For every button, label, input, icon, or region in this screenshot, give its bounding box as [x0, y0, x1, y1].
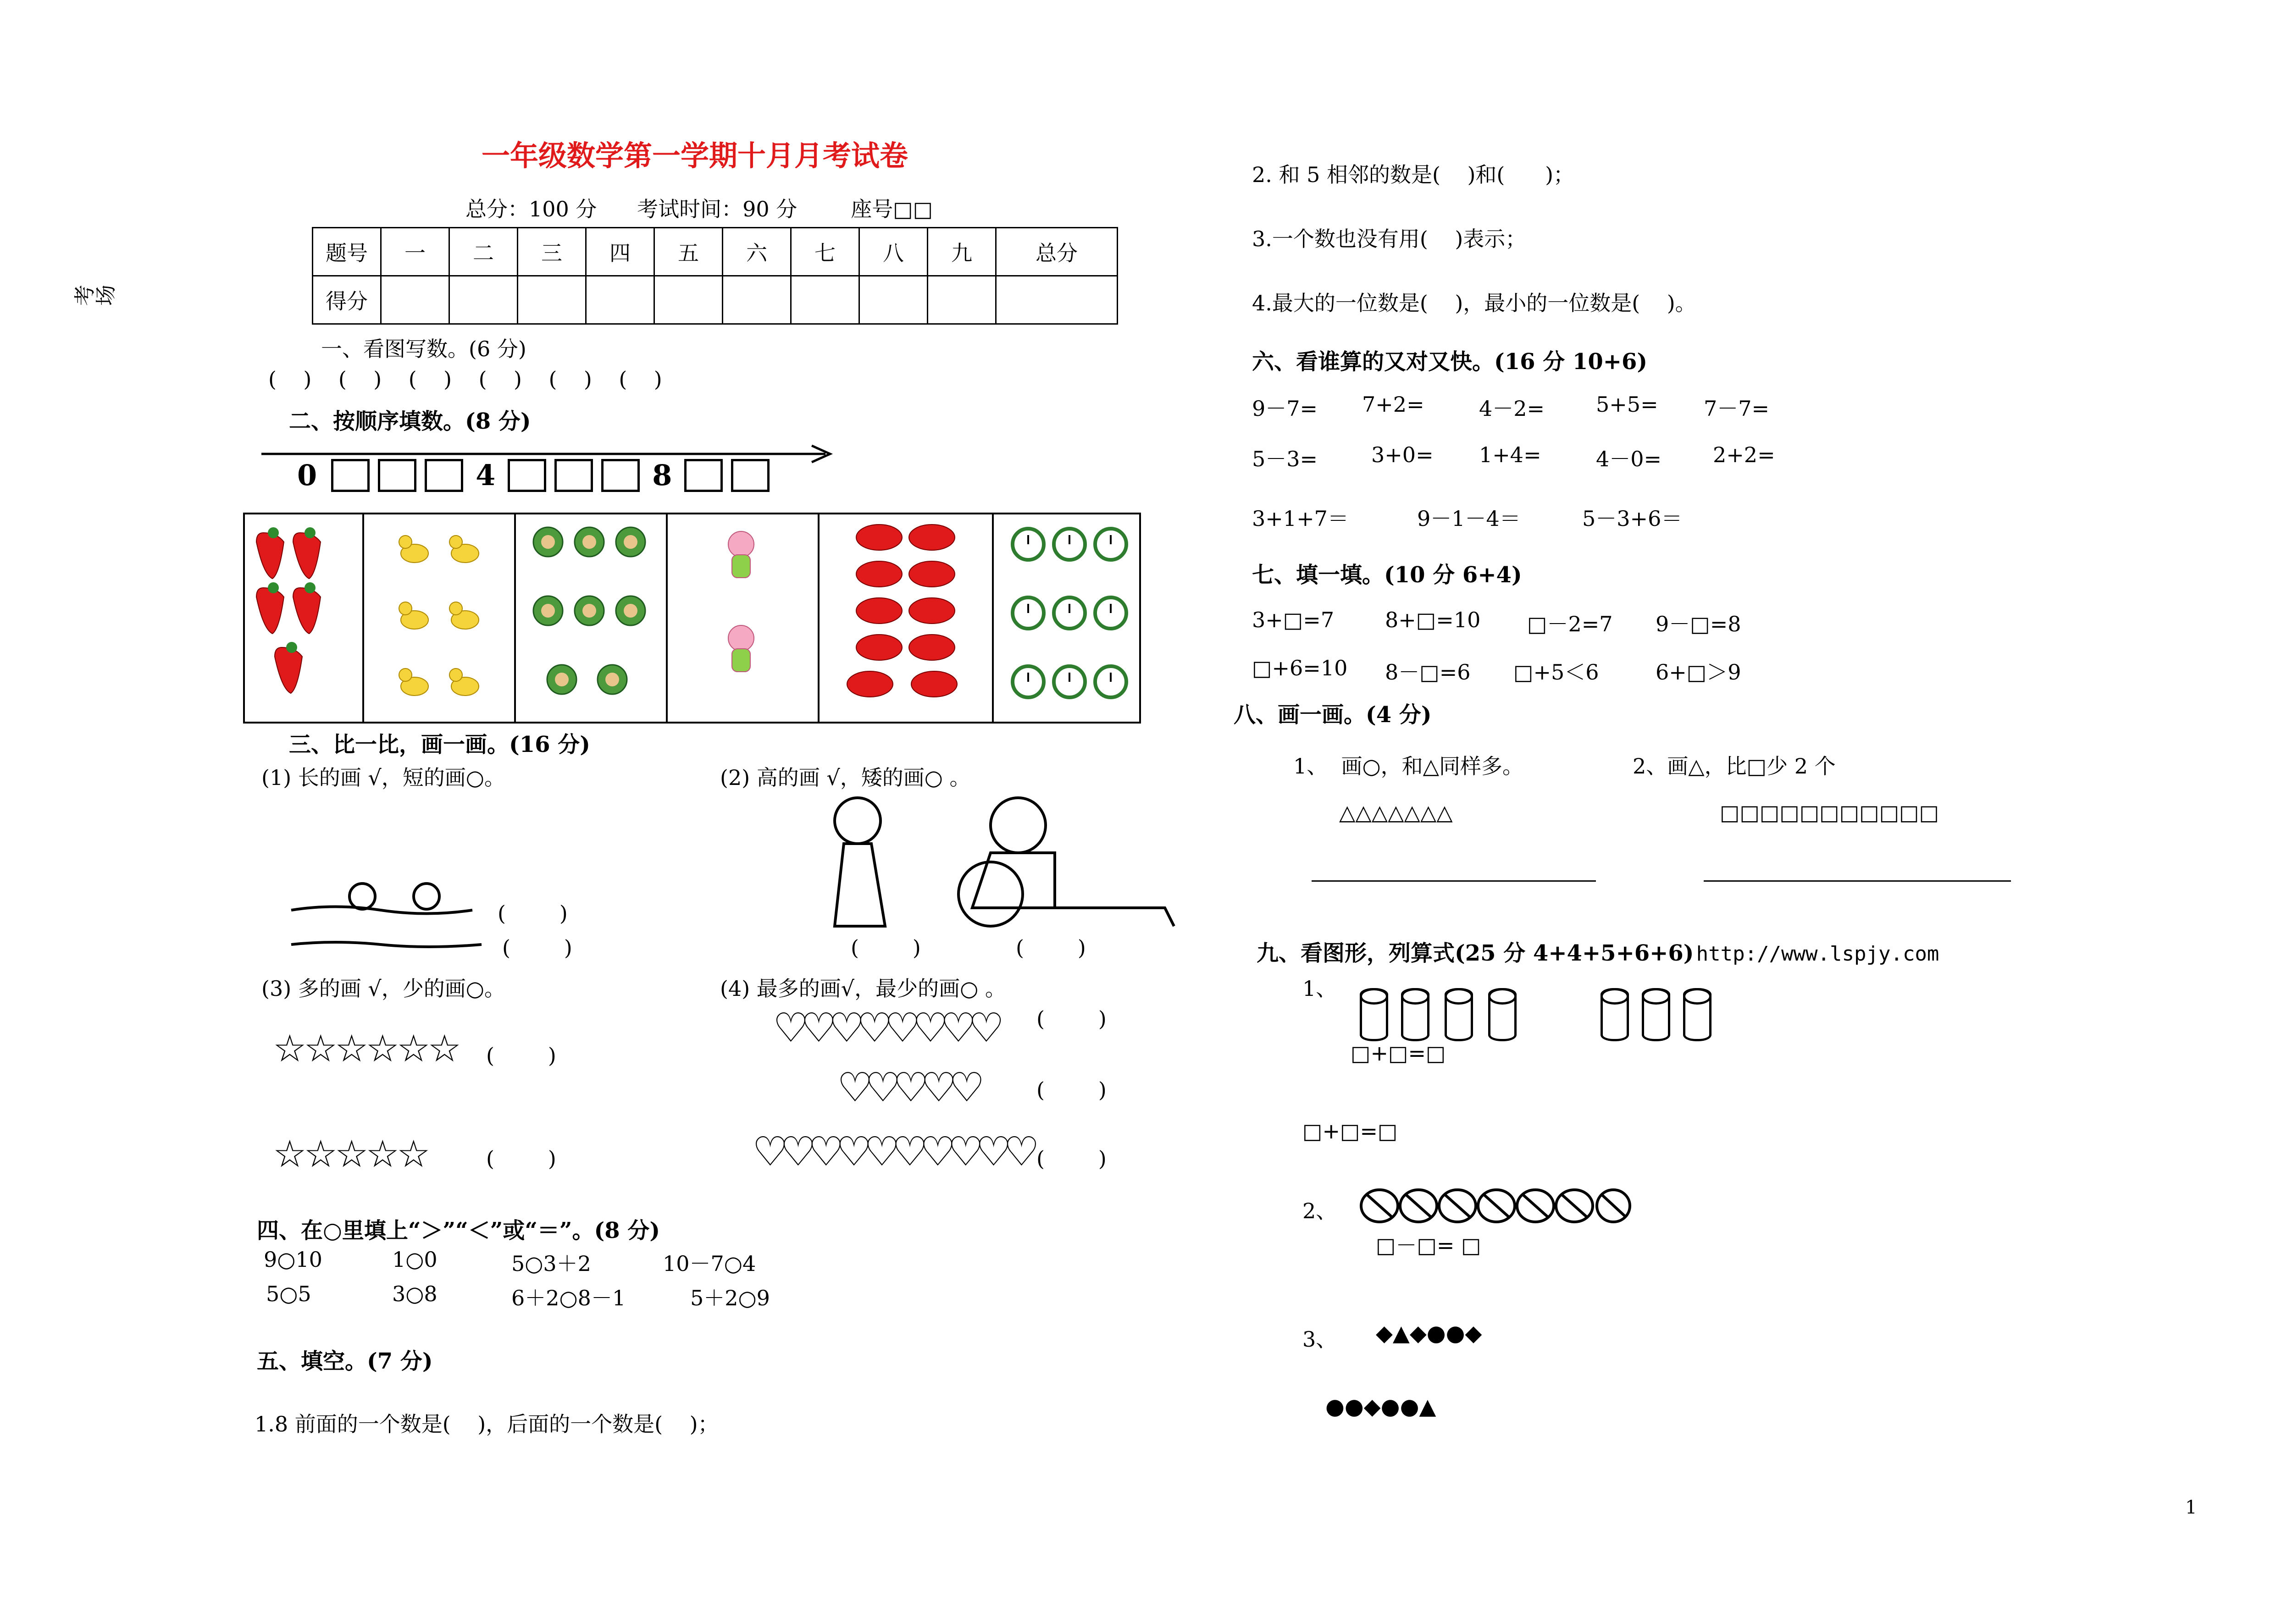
score-table	[312, 227, 1118, 325]
score-input-cell[interactable]	[654, 276, 723, 324]
calc-item[interactable]: 4－2=	[1479, 396, 1545, 421]
fill-box[interactable]	[331, 459, 370, 492]
q3-p4-paren-b[interactable]: ( )	[1036, 1077, 1107, 1102]
cylinder-icon	[1401, 988, 1429, 1041]
mango-cell	[820, 514, 994, 722]
score-input-cell[interactable]	[723, 276, 791, 324]
strawberry-cell	[245, 514, 364, 722]
table-cell: 四	[586, 228, 654, 276]
melon-cell	[516, 514, 668, 722]
table-cell: 九	[928, 228, 996, 276]
q5-item-2[interactable]: 2. 和 5 相邻的数是( )和( )；	[1252, 162, 1575, 187]
number-4: 4	[476, 458, 496, 492]
cylinder-icon	[1683, 988, 1711, 1041]
hearts-row-2: ♡♡♡♡♡	[837, 1064, 977, 1111]
calc-item[interactable]: 5+5=	[1596, 392, 1658, 417]
fill-item[interactable]: 3+□=7	[1252, 608, 1335, 632]
q2-heading: 二、按顺序填数。(8 分)	[289, 409, 531, 434]
calc-item[interactable]: 7－7=	[1704, 396, 1770, 421]
source-url: http://www.lspjy.com	[1696, 942, 1939, 966]
table-cell: 八	[859, 228, 928, 276]
q5-item-3[interactable]: 3.一个数也没有用( )表示；	[1252, 226, 1527, 251]
mango-icon	[820, 514, 992, 722]
triangles-row: △△△△△△△	[1339, 800, 1453, 825]
cylinder-icon	[1488, 988, 1517, 1041]
q1-answer-blanks[interactable]: ( ) ( ) ( ) ( ) ( ) ( )	[268, 367, 662, 392]
score-input-cell[interactable]	[381, 276, 449, 324]
q3-part2: (2) 高的画 √，矮的画○ 。	[720, 765, 971, 790]
q3-part1: (1) 长的画 √，短的画○。	[261, 765, 505, 790]
fill-box[interactable]	[425, 459, 463, 492]
page-title: 一年级数学第一学期十月月考试卷	[482, 139, 908, 172]
table-cell: 三	[518, 228, 586, 276]
duck-icon	[364, 514, 514, 722]
q3-p1-paren-a[interactable]: ( )	[498, 901, 568, 926]
cylinder-icon	[1601, 988, 1629, 1041]
hearts-row-1: ♡♡♡♡♡♡♡♡	[773, 1004, 997, 1051]
stars-row-1: ☆☆☆☆☆☆	[273, 1027, 459, 1071]
fill-box[interactable]	[731, 459, 770, 492]
counting-picture-box	[243, 513, 1141, 724]
q3-p2-paren-b[interactable]: ( )	[1016, 935, 1086, 960]
q3-p4-paren-a[interactable]: ( )	[1036, 1006, 1107, 1031]
q9-number-1: 1、	[1302, 976, 1337, 1001]
strawberry-icon	[245, 514, 362, 722]
q4-item[interactable]: 10－7○4	[663, 1251, 756, 1276]
q9-equation-2[interactable]: □－□= □	[1376, 1233, 1481, 1258]
score-table-score-row	[313, 276, 1118, 324]
q6-heading: 六、看谁算的又对又快。(16 分 10+6)	[1252, 349, 1648, 375]
fill-item[interactable]: □－2=7	[1527, 612, 1613, 636]
q3-p1-paren-b[interactable]: ( )	[502, 935, 572, 960]
q3-p3-paren-a[interactable]: ( )	[486, 1043, 556, 1068]
fill-item[interactable]: 8+□=10	[1385, 608, 1481, 632]
q1-heading: 一、看图写数。(6 分)	[321, 337, 526, 361]
q9-equation-1a[interactable]: □+□=□	[1351, 1041, 1446, 1066]
q3-part4: (4) 最多的画√，最少的画○ 。	[720, 976, 1006, 1001]
page-number: 1	[2185, 1497, 2197, 1518]
melon-icon	[516, 514, 666, 722]
calc-item[interactable]: 7+2=	[1362, 392, 1424, 417]
number-sequence-row	[297, 458, 774, 492]
q9-number-2: 2、	[1302, 1199, 1337, 1223]
answer-line-1[interactable]	[1312, 880, 1596, 882]
score-input-cell[interactable]	[996, 276, 1118, 324]
calc-item[interactable]: 9－1－4＝	[1417, 506, 1521, 531]
fill-item[interactable]: □+6=10	[1252, 656, 1348, 680]
score-input-cell[interactable]	[928, 276, 996, 324]
fill-item[interactable]: □+5＜6	[1513, 660, 1599, 685]
side-label: 考场	[73, 284, 116, 309]
fill-item[interactable]: 8－□=6	[1385, 660, 1471, 685]
table-cell: 得分	[313, 276, 381, 324]
number-8: 8	[652, 458, 672, 492]
fill-box[interactable]	[378, 459, 416, 492]
q5-item-4[interactable]: 4.最大的一位数是( )，最小的一位数是( )。	[1252, 291, 1696, 315]
fill-box[interactable]	[554, 459, 593, 492]
duck-cell	[364, 514, 516, 722]
table-cell: 七	[791, 228, 859, 276]
fill-box[interactable]	[684, 459, 723, 492]
score-input-cell[interactable]	[449, 276, 518, 324]
shapes-row-2: ●●◆●●▲	[1325, 1394, 1436, 1420]
q4-item[interactable]: 6＋2○8－1	[511, 1286, 626, 1310]
q9-heading-row	[1257, 935, 1939, 967]
calc-item[interactable]: 4－0=	[1596, 447, 1662, 471]
cylinder-icon	[1642, 988, 1670, 1041]
cylinder-icon	[1360, 988, 1388, 1041]
squares-row: □□□□□□□□□□□	[1720, 800, 1939, 825]
score-input-cell[interactable]	[586, 276, 654, 324]
score-input-cell[interactable]	[791, 276, 859, 324]
q9-heading: 九、看图形，列算式(25 分 4+4+5+6+6)	[1257, 940, 1694, 966]
clock-cell	[994, 514, 1148, 722]
rope-icon	[289, 876, 486, 963]
calc-item[interactable]: 5－3=	[1252, 447, 1318, 471]
score-table-header-row	[313, 228, 1118, 276]
table-cell: 五	[654, 228, 723, 276]
fill-box[interactable]	[601, 459, 640, 492]
fill-item[interactable]: 6+□＞9	[1656, 660, 1741, 685]
q8-heading: 八、画一画。(4 分)	[1234, 702, 1432, 728]
table-cell: 一	[381, 228, 449, 276]
q4-item[interactable]: 1○0	[392, 1247, 438, 1272]
q3-heading: 三、比一比，画一画。(16 分)	[289, 732, 590, 757]
q3-p2-paren-a[interactable]: ( )	[851, 935, 921, 960]
q5-heading: 五、填空。(7 分)	[257, 1348, 433, 1374]
crossed-circles-icon	[1357, 1185, 1633, 1226]
calc-item[interactable]: 5－3+6＝	[1582, 506, 1683, 531]
q4-item[interactable]: 5＋2○9	[690, 1286, 770, 1310]
calc-item[interactable]: 9－7=	[1252, 396, 1318, 421]
table-cell: 二	[449, 228, 518, 276]
table-cell: 题号	[313, 228, 381, 276]
cylinder-icon	[1445, 988, 1473, 1041]
q4-item[interactable]: 3○8	[392, 1282, 438, 1306]
shapes-row-1: ◆▲◆●●◆	[1376, 1320, 1482, 1346]
q4-item[interactable]: 9○10	[264, 1247, 322, 1272]
stars-row-2: ☆☆☆☆☆	[273, 1132, 428, 1176]
fill-box[interactable]	[508, 459, 546, 492]
q7-heading: 七、填一填。(10 分 6+4)	[1252, 562, 1522, 588]
q9-equation-1b[interactable]: □+□=□	[1302, 1119, 1398, 1143]
number-0: 0	[297, 458, 317, 492]
table-cell: 总分	[996, 228, 1118, 276]
answer-line-2[interactable]	[1704, 880, 2011, 882]
q8-item-1: 1、 画○，和△同样多。	[1293, 754, 1524, 779]
pig-icon	[668, 514, 818, 722]
q3-part3: (3) 多的画 √，少的画○。	[261, 976, 505, 1001]
alarm-clock-icon	[994, 514, 1148, 722]
calc-item[interactable]: 3+0=	[1371, 442, 1434, 467]
q4-heading: 四、在○里填上“＞”“＜”或“＝”。(8 分)	[257, 1218, 660, 1243]
fill-item[interactable]: 9－□=8	[1656, 612, 1741, 636]
pig-cell	[668, 514, 820, 722]
q4-item[interactable]: 5○5	[266, 1282, 311, 1306]
q9-number-3: 3、	[1302, 1327, 1337, 1352]
score-input-cell[interactable]	[859, 276, 928, 324]
q4-item[interactable]: 5○3＋2	[511, 1251, 591, 1276]
people-wheelchair-icon	[816, 789, 1183, 935]
q8-item-2: 2、画△，比□少 2 个	[1633, 754, 1836, 779]
q3-p3-paren-b[interactable]: ( )	[486, 1146, 556, 1171]
calc-item[interactable]: 2+2=	[1713, 442, 1775, 467]
table-cell: 六	[723, 228, 791, 276]
score-input-cell[interactable]	[518, 276, 586, 324]
hearts-row-3: ♡♡♡♡♡♡♡♡♡♡	[752, 1128, 1031, 1175]
calc-item[interactable]: 1+4=	[1479, 442, 1541, 467]
q5-item-1[interactable]: 1.8 前面的一个数是( )，后面的一个数是( )；	[255, 1412, 719, 1436]
exam-meta: 总分：100 分 考试时间：90 分 座号□□	[465, 197, 933, 221]
q3-p4-paren-c[interactable]: ( )	[1036, 1146, 1107, 1171]
calc-item[interactable]: 3+1+7＝	[1252, 506, 1349, 531]
